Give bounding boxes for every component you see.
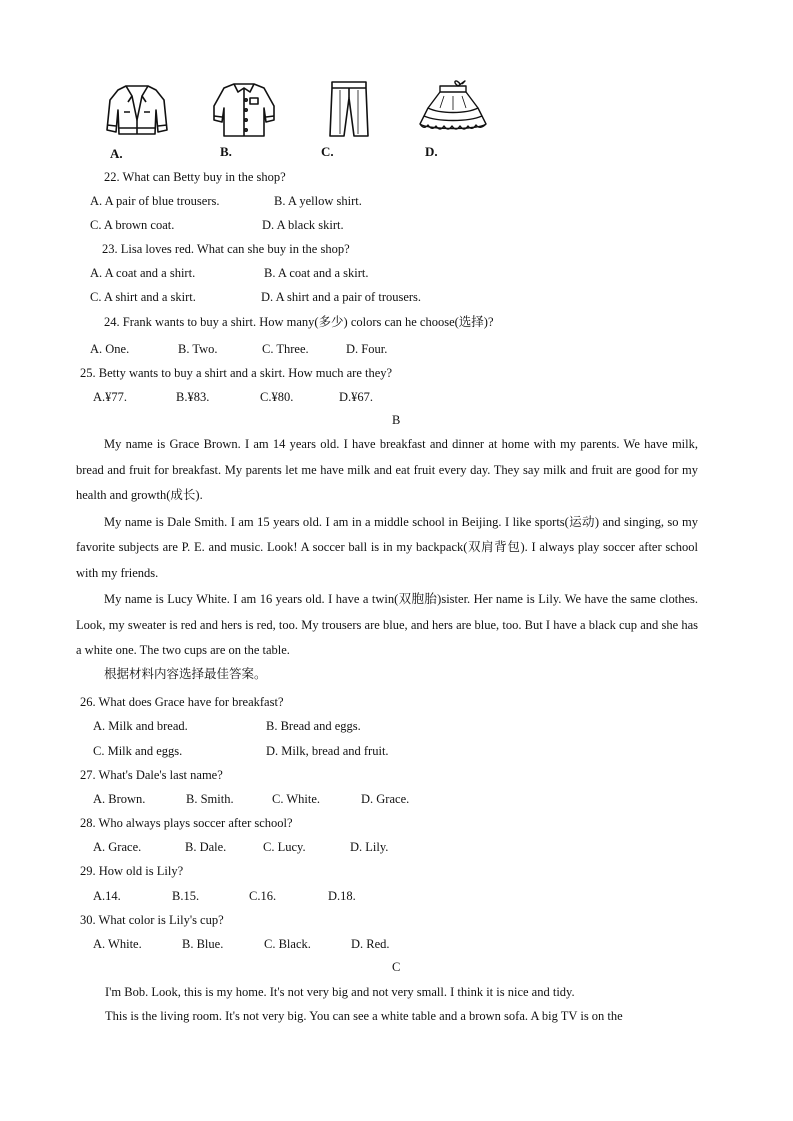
option-29d: D.18. [328,889,356,903]
option-22c: C. A brown coat. [90,218,175,232]
option-29b: B.15. [172,889,200,903]
option-25c: C.¥80. [260,390,294,404]
option-30d: D. Red. [351,937,390,951]
option-25b: B.¥83. [176,390,210,404]
option-24d: D. Four. [346,342,388,356]
question-26: 26. What does Grace have for breakfast? [80,695,284,709]
picture-label-c: C. [321,144,334,159]
section-c-heading: C [392,960,401,974]
option-24a: A. One. [90,342,130,356]
passage-b-paragraph-3: My name is Lucy White. I am 16 years old. I have a twin(双胞胎)sister. Her name is Lily. We have the same clothes. Look, my sweater is red and hers is red, too. My trousers are blue, and hers are blue, too. But I have a black cup and she has a white one. The two cups are on the table. [76,592,698,657]
option-23b: B. A coat and a skirt. [264,266,369,280]
option-25d: D.¥67. [339,390,374,404]
option-30b: B. Blue. [182,937,224,951]
picture-label-b: B. [220,144,232,159]
option-27c: C. White. [272,792,321,806]
option-30a: A. White. [93,937,142,951]
option-28a: A. Grace. [93,840,142,854]
option-26b: B. Bread and eggs. [266,719,361,733]
instruction-b: 根据材料内容选择最佳答案。 [104,667,267,681]
passage-c-line-1: I'm Bob. Look, this is my home. It's not very big and not very small. I think it is nice and tidy. [105,985,575,999]
option-26c: C. Milk and eggs. [93,744,183,758]
option-27d: D. Grace. [361,792,410,806]
section-b-heading: B [392,413,401,427]
option-28c: C. Lucy. [263,840,306,854]
question-29: 29. How old is Lily? [80,864,184,878]
option-24b: B. Two. [178,342,218,356]
option-30c: C. Black. [264,937,311,951]
option-25a: A.¥77. [93,390,128,404]
option-23c: C. A shirt and a skirt. [90,290,196,304]
passage-b-paragraph-1: My name is Grace Brown. I am 14 years old. I have breakfast and dinner at home with my parents. We have milk, bread and fruit for breakfast. My parents let me have milk and eat fruit every day. They say milk and fruit are good for my health and growth(成长). [76,437,698,502]
option-22a: A. A pair of blue trousers. [90,194,220,208]
question-23: 23. Lisa loves red. What can she buy in the shop? [102,242,350,256]
coat-picture [104,80,170,140]
question-25: 25. Betty wants to buy a shirt and a skirt. How much are they? [80,366,393,380]
option-26a: A. Milk and bread. [93,719,188,733]
option-27a: A. Brown. [93,792,146,806]
picture-label-a: A. [110,146,123,161]
shirt-picture [210,80,278,140]
option-22b: B. A yellow shirt. [274,194,362,208]
option-23a: A. A coat and a shirt. [90,266,196,280]
question-22: 22. What can Betty buy in the shop? [104,170,286,184]
passage-b-paragraph-2: My name is Dale Smith. I am 15 years old. I am in a middle school in Beijing. I like sports(运动) and singing, so my favorite subjects are P. E. and music. Look! A soccer ball is in my backpack(双肩背包). I always play soccer after school with my friends. [76,514,698,580]
option-27b: B. Smith. [186,792,234,806]
option-22d: D. A black skirt. [262,218,344,232]
skirt-picture [414,78,492,138]
option-23d: D. A shirt and a pair of trousers. [261,290,422,304]
option-28d: D. Lily. [350,840,389,854]
option-28b: B. Dale. [185,840,227,854]
option-29c: C.16. [249,889,277,903]
option-24c: C. Three. [262,342,309,356]
question-24: 24. Frank wants to buy a shirt. How many(多少) colors can he choose(选择)? [104,315,494,329]
passage-b [76,432,698,664]
question-27: 27. What's Dale's last name? [80,768,223,782]
passage-c-line-2: This is the living room. It's not very big. You can see a white table and a brown sofa. A big TV is on the [105,1009,623,1023]
trousers-picture [326,78,372,140]
picture-label-d: D. [425,144,438,159]
question-30: 30. What color is Lily's cup? [80,913,224,927]
option-29a: A.14. [93,889,121,903]
option-26d: D. Milk, bread and fruit. [266,744,389,758]
question-28: 28. Who always plays soccer after school? [80,816,293,830]
